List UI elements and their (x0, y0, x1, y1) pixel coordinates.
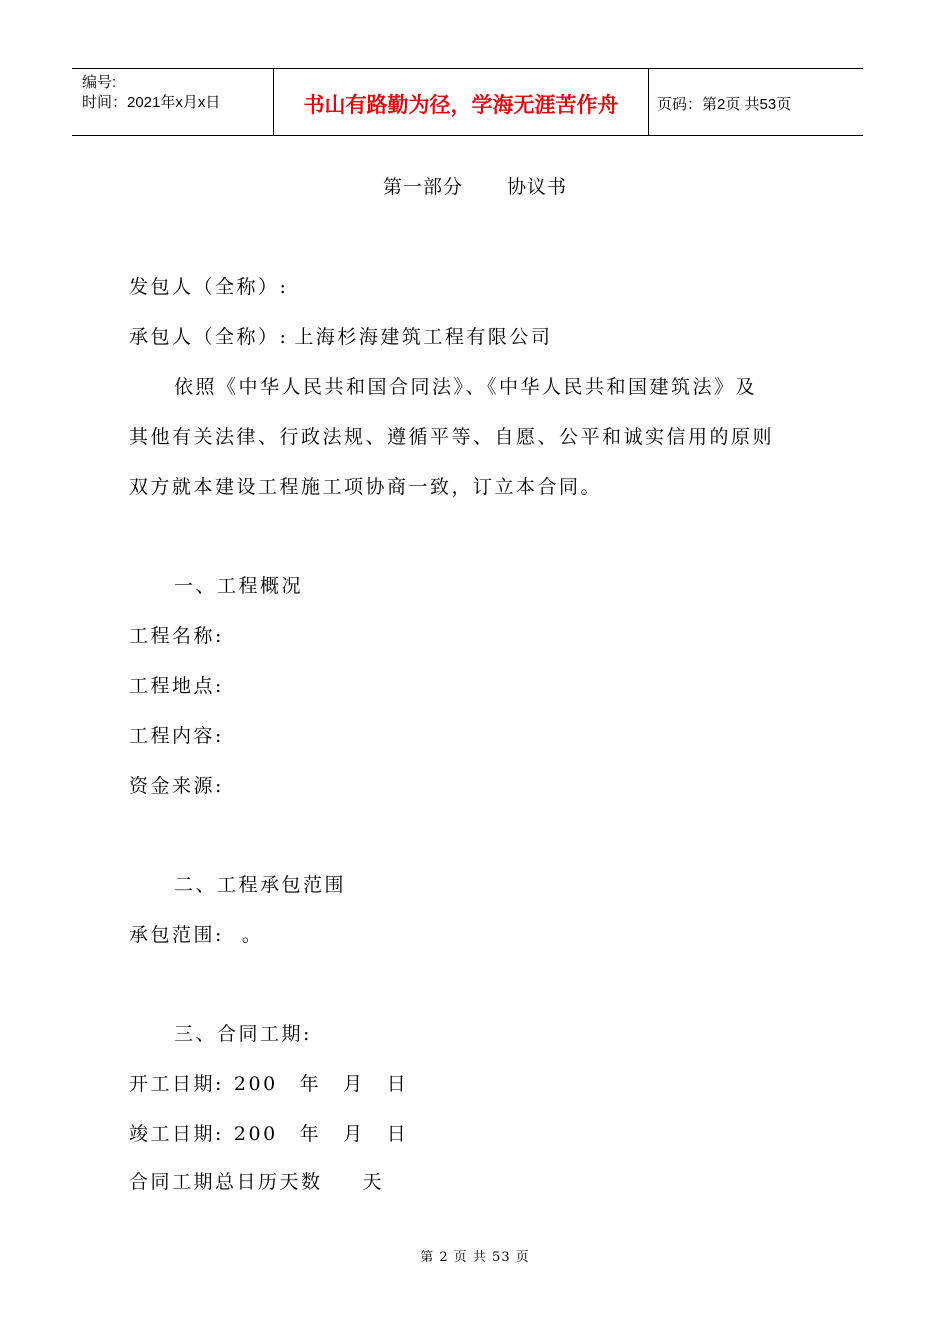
scope-value: 。 (241, 924, 264, 946)
start-date-label: 开工日期: (129, 1073, 224, 1095)
contractor-name: 上海杉海建筑工程有限公司 (294, 326, 553, 348)
header-page-info: 页码：第2页 共53页 (657, 95, 792, 113)
start-year-unit: 年 (299, 1073, 322, 1095)
finish-year-unit: 年 (299, 1123, 322, 1145)
title-name: 协议书 (507, 176, 568, 198)
employer-line: 发包人（全称）: (129, 276, 289, 298)
finish-year-prefix: 200 (233, 1123, 278, 1145)
header-left-cell (72, 69, 274, 135)
page-header (72, 68, 863, 136)
section2-heading: 二、工程承包范围 (174, 874, 347, 896)
title-part: 第一部分 (382, 176, 463, 198)
contractor-line (129, 322, 552, 349)
finish-date-line (129, 1119, 408, 1146)
header-motto: 书山有路勤为径，学海无涯苦作舟 (303, 93, 619, 117)
finish-date-label: 竣工日期: (129, 1123, 224, 1145)
contractor-label: 承包人（全称）: (129, 326, 289, 348)
start-month-unit: 月 (343, 1073, 365, 1095)
header-motto-cell (274, 69, 649, 135)
scope-line (129, 920, 263, 947)
finish-month-unit: 月 (343, 1123, 365, 1145)
total-days-label: 合同工期总日历天数 (129, 1171, 323, 1193)
start-day-unit: 日 (386, 1073, 409, 1095)
preamble-line-1: 依照《中华人民共和国合同法》、《中华人民共和国建筑法》及 (174, 376, 758, 398)
field-project-location: 工程地点: (129, 675, 224, 697)
section3-heading: 三、合同工期: (174, 1023, 312, 1045)
field-project-content: 工程内容: (129, 725, 224, 747)
field-project-name: 工程名称: (129, 625, 224, 647)
document-title (0, 172, 950, 199)
start-date-line (129, 1069, 408, 1096)
field-fund-source: 资金来源: (129, 775, 224, 797)
header-page-cell (649, 69, 863, 135)
total-days-unit: 天 (362, 1171, 385, 1193)
page-footer: 第 2 页 共 53 页 (420, 1250, 530, 1265)
number-label: 编号: (82, 74, 117, 91)
section1-heading: 一、工程概况 (174, 575, 304, 597)
preamble-line-3: 双方就本建设工程施工项协商一致，订立本合同。 (129, 476, 603, 498)
preamble-line-2: 其他有关法律、行政法规、遵循平等、自愿、公平和诚实信用的原则 (129, 426, 775, 448)
finish-day-unit: 日 (386, 1123, 409, 1145)
total-days-line (129, 1167, 384, 1194)
time-label: 时间：2021年x月x日 (82, 94, 221, 111)
scope-label: 承包范围: (129, 924, 224, 946)
start-year-prefix: 200 (233, 1073, 278, 1095)
